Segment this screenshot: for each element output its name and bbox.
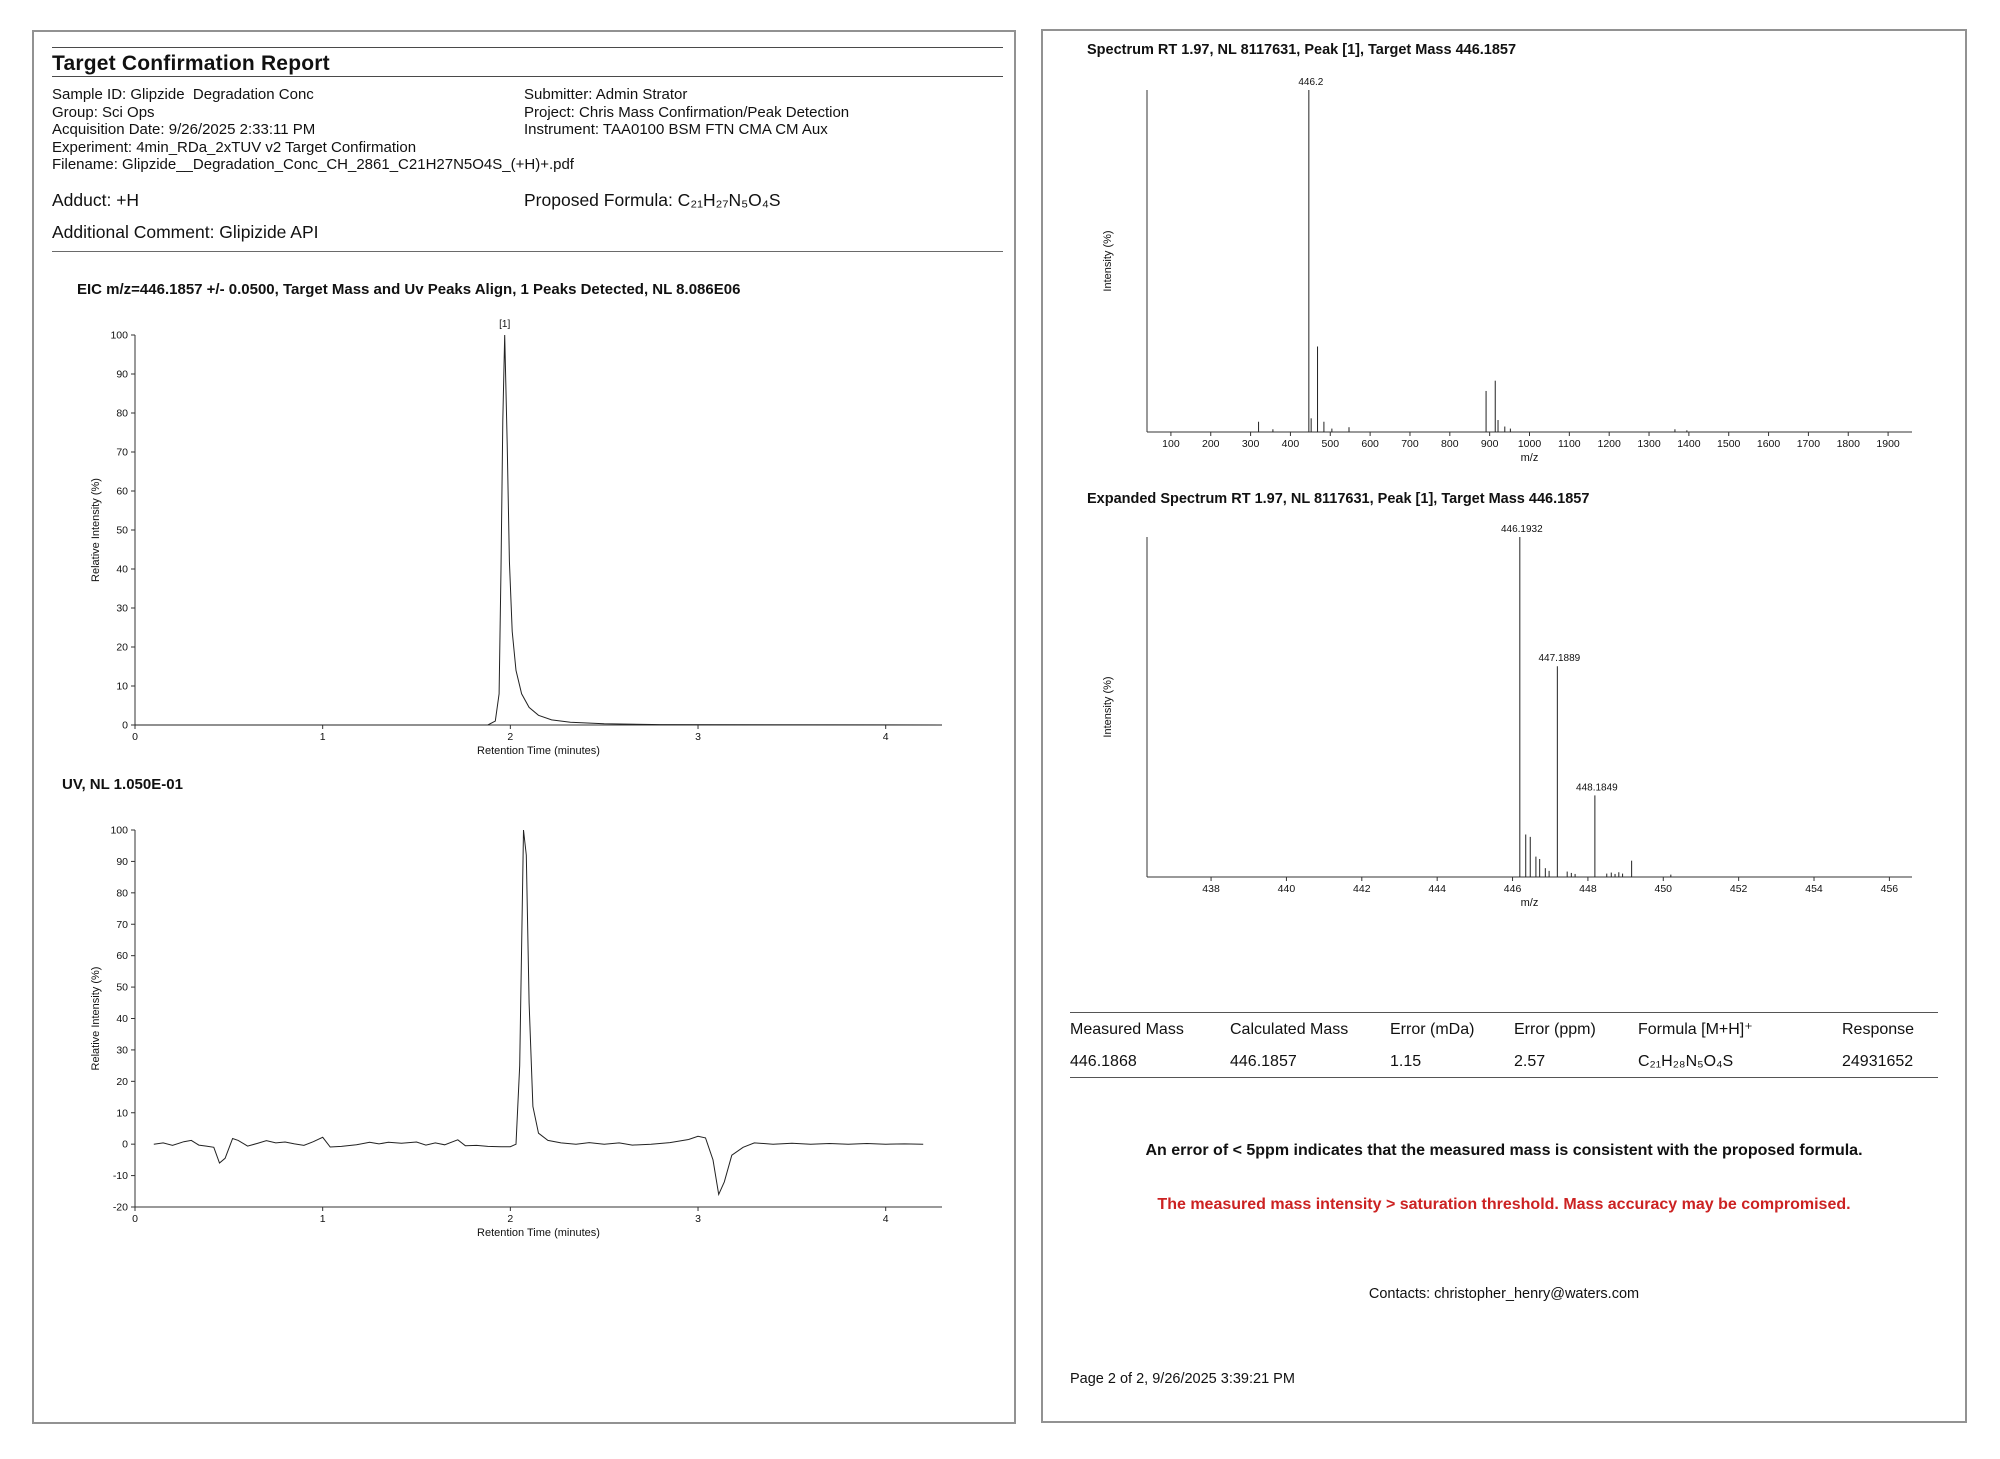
svg-text:1000: 1000 — [1517, 438, 1542, 450]
divider — [52, 47, 1003, 48]
svg-text:Relative Intensity (%): Relative Intensity (%) — [90, 478, 102, 582]
column-header-error-mda: Error (mDa) — [1390, 1021, 1475, 1038]
svg-text:70: 70 — [116, 918, 128, 931]
submitter: Submitter: Admin Strator — [524, 86, 688, 103]
svg-text:80: 80 — [116, 407, 128, 420]
svg-text:438: 438 — [1202, 883, 1220, 895]
svg-text:446.2: 446.2 — [1298, 77, 1324, 88]
svg-text:1900: 1900 — [1876, 438, 1900, 450]
svg-text:100: 100 — [110, 329, 128, 342]
svg-text:4: 4 — [882, 1213, 889, 1225]
svg-text:30: 30 — [116, 1044, 128, 1057]
svg-text:90: 90 — [116, 855, 128, 868]
svg-text:20: 20 — [116, 641, 128, 654]
svg-text:900: 900 — [1480, 438, 1499, 450]
spectrum-chart-title: Spectrum RT 1.97, NL 8117631, Peak [1], Target Mass 446.1857 — [1087, 42, 1517, 58]
submission-info-column — [524, 86, 1004, 174]
svg-text:447.1889: 447.1889 — [1538, 653, 1581, 665]
expanded-spectrum-chart-title: Expanded Spectrum RT 1.97, NL 8117631, Peak [1], Target Mass 446.1857 — [1087, 491, 1590, 507]
svg-text:90: 90 — [116, 368, 128, 381]
report-title: Target Confirmation Report — [52, 52, 330, 75]
uv-chromatogram-chart — [84, 800, 994, 1240]
uv-chart-title: UV, NL 1.050E-01 — [62, 776, 183, 793]
svg-text:80: 80 — [116, 887, 128, 900]
svg-text:1100: 1100 — [1558, 438, 1581, 450]
instrument: Instrument: TAA0100 BSM FTN CMA CM Aux — [524, 121, 828, 138]
svg-text:40: 40 — [116, 563, 128, 576]
svg-text:456: 456 — [1880, 883, 1899, 895]
svg-text:70: 70 — [116, 446, 128, 459]
svg-text:Intensity (%): Intensity (%) — [1102, 676, 1114, 738]
sample-info-column — [52, 86, 574, 174]
project: Project: Chris Mass Confirmation/Peak Detection — [524, 103, 850, 121]
column-header-calculated-mass: Calculated Mass — [1230, 1021, 1349, 1038]
svg-text:800: 800 — [1441, 438, 1459, 450]
svg-text:440: 440 — [1277, 883, 1296, 895]
svg-text:3: 3 — [695, 731, 701, 743]
svg-text:454: 454 — [1805, 883, 1823, 895]
divider — [52, 76, 1003, 77]
svg-text:4: 4 — [882, 731, 889, 743]
formula-value: C₂₁H₂₈N₅O₄S — [1638, 1053, 1734, 1070]
contacts-line: Contacts: christopher_henry@waters.com — [1368, 1286, 1640, 1302]
column-header-response: Response — [1842, 1021, 1915, 1038]
additional-comment: Additional Comment: Glipizide API — [52, 222, 319, 242]
svg-text:1: 1 — [319, 1213, 326, 1225]
svg-text:1800: 1800 — [1836, 438, 1860, 450]
calculated-mass-value: 446.1857 — [1230, 1053, 1297, 1070]
error-mda-value: 1.15 — [1390, 1053, 1422, 1070]
svg-text:60: 60 — [116, 485, 128, 498]
svg-text:30: 30 — [116, 602, 128, 615]
measured-mass-value: 446.1868 — [1070, 1053, 1137, 1070]
filename: Filename: Glipzide__Degradation_Conc_CH_2861_C21H27N5O4S_(+H)+.pdf — [52, 156, 574, 173]
svg-text:442: 442 — [1353, 883, 1371, 895]
svg-text:60: 60 — [116, 950, 128, 963]
eic-chromatogram-chart — [84, 304, 994, 762]
report-page-1 — [32, 30, 1016, 1424]
svg-text:1500: 1500 — [1717, 438, 1741, 450]
column-header-error-ppm: Error (ppm) — [1514, 1021, 1596, 1038]
error-ppm-value: 2.57 — [1514, 1053, 1546, 1070]
acquisition-date: Acquisition Date: 9/26/2025 2:33:11 PM — [52, 121, 316, 138]
svg-text:20: 20 — [116, 1075, 128, 1088]
svg-text:448: 448 — [1579, 883, 1597, 895]
svg-text:[1]: [1] — [499, 319, 511, 330]
report-page-2 — [1041, 29, 1967, 1423]
mass-spectrum-chart — [1087, 61, 1947, 472]
svg-text:-20: -20 — [112, 1201, 128, 1214]
svg-text:10: 10 — [116, 1107, 128, 1120]
svg-text:1600: 1600 — [1756, 438, 1781, 450]
svg-text:50: 50 — [116, 981, 128, 994]
eic-chart-title: EIC m/z=446.1857 +/- 0.0500, Target Mass and Uv Peaks Align, 1 Peaks Detected, NL 8.086E06 — [77, 281, 741, 298]
svg-text:200: 200 — [1201, 438, 1220, 450]
svg-text:452: 452 — [1729, 883, 1748, 895]
svg-text:10: 10 — [116, 680, 128, 693]
mass-results-table — [1070, 1012, 1938, 1078]
svg-text:446.1932: 446.1932 — [1500, 524, 1543, 535]
page-footer: Page 2 of 2, 9/26/2025 3:39:21 PM — [1070, 1371, 1295, 1387]
svg-text:2: 2 — [507, 731, 514, 743]
svg-text:-10: -10 — [112, 1170, 128, 1183]
svg-text:Retention Time (minutes): Retention Time (minutes) — [477, 745, 600, 757]
svg-text:448.1849: 448.1849 — [1576, 782, 1618, 794]
svg-text:1: 1 — [319, 731, 326, 743]
svg-text:m/z: m/z — [1520, 897, 1539, 909]
svg-text:1200: 1200 — [1597, 438, 1621, 450]
group: Group: Sci Ops — [52, 103, 155, 121]
svg-text:300: 300 — [1241, 438, 1260, 450]
proposed-formula: Proposed Formula: C₂₁H₂₇N₅O₄S — [524, 190, 781, 210]
svg-text:446: 446 — [1503, 883, 1522, 895]
svg-text:3: 3 — [695, 1213, 701, 1225]
svg-text:400: 400 — [1281, 438, 1300, 450]
svg-text:1300: 1300 — [1637, 438, 1661, 450]
svg-text:0: 0 — [132, 731, 138, 743]
column-header-formula: Formula [M+H]⁺ — [1638, 1021, 1753, 1038]
svg-text:m/z: m/z — [1520, 452, 1539, 464]
svg-text:0: 0 — [132, 1213, 138, 1225]
svg-text:100: 100 — [1162, 438, 1180, 450]
svg-text:0: 0 — [122, 719, 128, 732]
divider — [52, 251, 1003, 252]
adduct-value: Adduct: +H — [52, 190, 140, 210]
svg-text:Relative Intensity (%): Relative Intensity (%) — [90, 966, 102, 1071]
svg-text:1700: 1700 — [1796, 438, 1821, 450]
response-value: 24931652 — [1842, 1053, 1914, 1070]
svg-text:100: 100 — [110, 824, 128, 837]
svg-text:50: 50 — [116, 524, 128, 537]
svg-text:444: 444 — [1428, 883, 1446, 895]
svg-text:40: 40 — [116, 1013, 128, 1025]
svg-text:500: 500 — [1321, 438, 1340, 450]
sample-id: Sample ID: Glipzide Degradation Conc — [52, 86, 314, 103]
expanded-mass-spectrum-chart — [1087, 509, 1947, 917]
adduct-formula-row — [52, 190, 1004, 211]
svg-text:1400: 1400 — [1677, 438, 1701, 450]
svg-text:700: 700 — [1401, 438, 1419, 450]
error-threshold-note: An error of < 5ppm indicates that the measured mass is consistent with the proposed formula. — [1145, 1142, 1863, 1159]
svg-text:Intensity (%): Intensity (%) — [1102, 230, 1114, 292]
header-info-block — [52, 86, 1004, 174]
column-header-measured-mass: Measured Mass — [1070, 1021, 1184, 1038]
experiment: Experiment: 4min_RDa_2xTUV v2 Target Confirmation — [52, 138, 417, 156]
svg-text:Retention Time (minutes): Retention Time (minutes) — [477, 1227, 600, 1239]
svg-text:2: 2 — [507, 1213, 514, 1225]
svg-text:600: 600 — [1361, 438, 1379, 450]
saturation-warning-note: The measured mass intensity > saturation threshold. Mass accuracy may be compromised. — [1157, 1196, 1851, 1213]
svg-text:450: 450 — [1654, 883, 1673, 895]
svg-text:0: 0 — [122, 1138, 128, 1151]
